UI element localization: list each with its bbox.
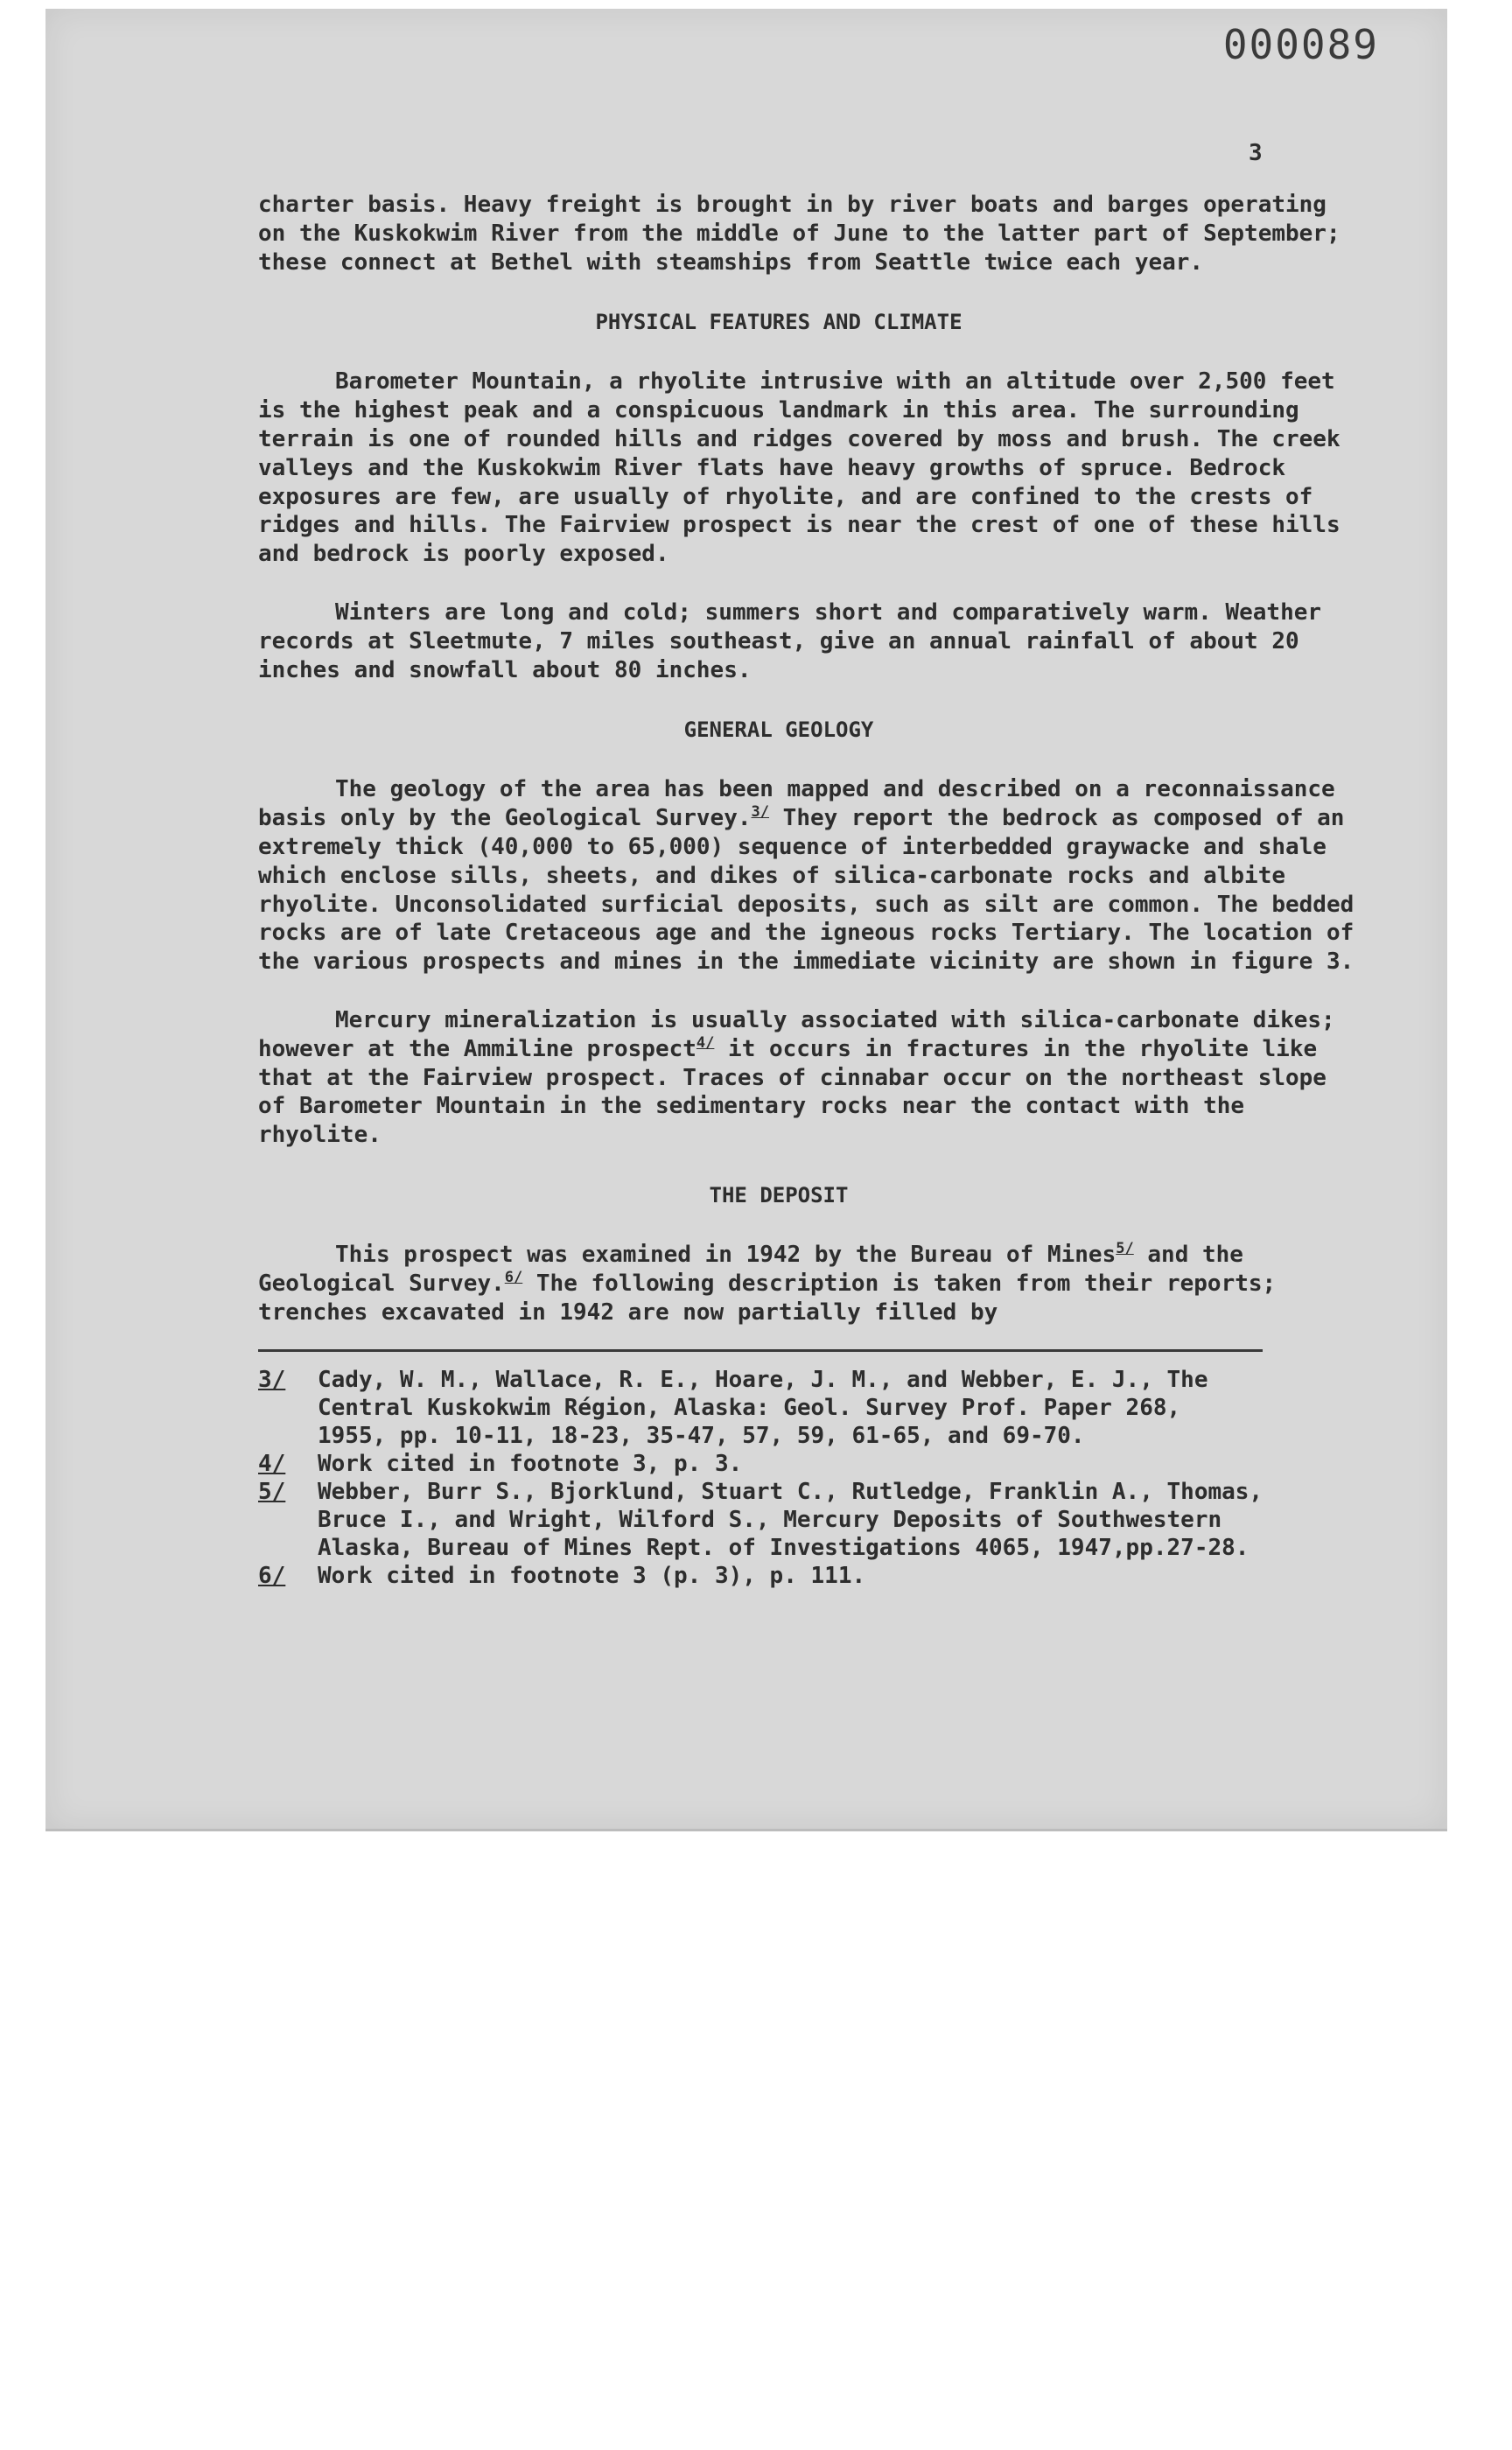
- footnote-mark: 6/: [258, 1563, 286, 1590]
- footnote-mark: 4/: [258, 1451, 286, 1478]
- physical-paragraph-2: Winters are long and cold; summers short and comparatively warm. Weather records at Sleetmute, 7 miles southeast, give an annual rainfall of about 20 inches and snowfall about 80 inches.: [258, 598, 1322, 683]
- footnote-divider: [258, 1349, 1263, 1352]
- geology-paragraph-2-rest: it occurs in fractures in the rhyolite like that at the Fairview prospect. Traces of cinnabar occur on the northeast slope of Barometer Mountain in the sedimentary rocks near the contact with the rhyolite.: [258, 1035, 1326, 1149]
- footnote-ref-5: 5/: [1116, 1239, 1134, 1257]
- footnote-text: Cady, W. M., Wallace, R. E., Hoare, J. M., and Webber, E. J., The Central Kuskokwim Région, Alaska: Geol. Survey Prof. Paper 268, 1955, pp. 10-11, 18-23, 35-47, 57, 59, 61-65, and 69-70.: [318, 1367, 1208, 1450]
- footnote-item: [258, 1450, 1356, 1478]
- section-heading-general-geology: GENERAL GEOLOGY: [683, 718, 874, 743]
- deposit-paragraph-middle: and the Geological Survey.: [258, 1241, 1243, 1297]
- geology-paragraph-2: [258, 1006, 1356, 1150]
- intro-paragraph: charter basis. Heavy freight is brought in by river boats and barges operating on the Kuskokwim River from the middle of June to the latter part of September; these connect at Bethel with steamships from Seattle twice each year.: [258, 192, 1340, 276]
- footnote-mark: 5/: [258, 1479, 286, 1506]
- footnote-item: [258, 1478, 1356, 1562]
- geology-paragraph-2-start: Mercury mineralization is usually associated with silica-carbonate dikes; however at the Ammiline prospect: [258, 1006, 1335, 1062]
- section-heading-physical-features: PHYSICAL FEATURES AND CLIMATE: [595, 310, 962, 335]
- footnote-item: [258, 1366, 1356, 1450]
- section-heading-the-deposit: THE DEPOSIT: [709, 1182, 849, 1208]
- footnote-text: Webber, Burr S., Bjorklund, Stuart C., Rutledge, Franklin A., Thomas, Bruce I., and Wright, Wilford S., Mercury Deposits of Southwestern Alaska, Bureau of Mines Rept. of Investigations 4065, 1947,pp.27-28.: [318, 1479, 1264, 1562]
- footnote-text: Work cited in footnote 3 (p. 3), p. 111.: [318, 1563, 866, 1590]
- footnotes-list: [258, 1366, 1356, 1590]
- footnote-text: Work cited in footnote 3, p. 3.: [318, 1451, 743, 1478]
- physical-paragraph-1: Barometer Mountain, a rhyolite intrusive with an altitude over 2,500 feet is the highest peak and a conspicuous landmark in this area. The surrounding terrain is one of rounded hills and ridges covered by moss and brush. The creek valleys and the Kuskokwim River flats have heavy growths of spruce. Bedrock exposures are few, are usually of rhyolite, and are confined to the crests of ridges and hills. The Fairview prospect is near the crest of one of these hills and bedrock is poorly exposed.: [258, 368, 1340, 568]
- footnote-mark: 3/: [258, 1367, 286, 1394]
- page-body: [258, 191, 1356, 1590]
- page-stamp-number: 000089: [1222, 21, 1379, 68]
- footnote-ref-4: 4/: [696, 1033, 715, 1052]
- geology-paragraph-1: [258, 775, 1356, 976]
- deposit-paragraph-rest: The following description is taken from their reports; trenches excavated in 1942 are now partially filled by: [258, 1270, 1277, 1326]
- deposit-paragraph-start: This prospect was examined in 1942 by the Bureau of Mines: [335, 1241, 1116, 1268]
- geology-paragraph-1-start: The geology of the area has been mapped and described on a reconnaissance basis only by the Geological Survey.: [258, 776, 1335, 832]
- footnote-ref-6: 6/: [504, 1268, 523, 1286]
- footnote-ref-3: 3/: [751, 803, 770, 822]
- footnote-item: [258, 1562, 1356, 1590]
- geology-paragraph-1-rest: They report the bedrock as composed of an extremely thick (40,000 to 65,000) sequence of interbedded graywacke and shale which enclose sills, sheets, and dikes of silica-carbonate rocks and albite rhyolite. Unconsolidated surficial deposits, such as silt are common. The bedded rocks are of late Cretaceous age and the igneous rocks Tertiary. The location of the various prospects and mines in the immediate vicinity are shown in figure 3.: [258, 805, 1354, 976]
- deposit-paragraph: [258, 1241, 1356, 1326]
- page-number: 3: [1249, 140, 1263, 166]
